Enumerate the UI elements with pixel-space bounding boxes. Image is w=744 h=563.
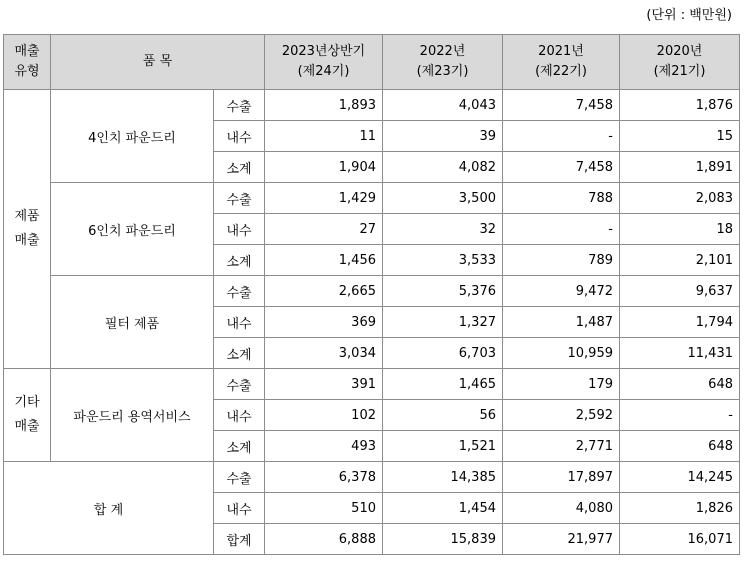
- value-cell: 3,533: [383, 245, 503, 276]
- header-period: [383, 35, 503, 90]
- value-cell: 2,665: [265, 276, 383, 307]
- value-cell: 2,083: [620, 183, 740, 214]
- row-label: 내수: [214, 121, 265, 152]
- table-row: [4, 183, 740, 214]
- value-cell: 18: [620, 214, 740, 245]
- value-cell: 15,839: [383, 524, 503, 555]
- value-cell: 510: [265, 493, 383, 524]
- value-cell: 1,456: [265, 245, 383, 276]
- value-cell: 10,959: [503, 338, 620, 369]
- value-cell: 1,327: [383, 307, 503, 338]
- value-cell: 1,891: [620, 152, 740, 183]
- total-label: 합 계: [4, 462, 214, 555]
- value-cell: 179: [503, 369, 620, 400]
- value-cell: 3,500: [383, 183, 503, 214]
- header-period-term: (제22기): [535, 64, 587, 79]
- header-period-year: 2023년상반기: [281, 44, 366, 59]
- value-cell: -: [503, 214, 620, 245]
- value-cell: 789: [503, 245, 620, 276]
- value-cell: 4,080: [503, 493, 620, 524]
- value-cell: 27: [265, 214, 383, 245]
- value-cell: 648: [620, 369, 740, 400]
- unit-note: (단위 : 백만원): [646, 8, 732, 23]
- row-label: 소계: [214, 152, 265, 183]
- item-name: 파운드리 용역서비스: [51, 369, 214, 462]
- value-cell: 2,771: [503, 431, 620, 462]
- value-cell: 7,458: [503, 90, 620, 121]
- value-cell: 1,429: [265, 183, 383, 214]
- value-cell: 6,703: [383, 338, 503, 369]
- table-row: [4, 276, 740, 307]
- value-cell: 4,043: [383, 90, 503, 121]
- row-label: 수출: [214, 183, 265, 214]
- value-cell: 9,472: [503, 276, 620, 307]
- value-cell: 2,101: [620, 245, 740, 276]
- value-cell: 493: [265, 431, 383, 462]
- value-cell: 102: [265, 400, 383, 431]
- value-cell: 369: [265, 307, 383, 338]
- value-cell: 17,897: [503, 462, 620, 493]
- row-label: 수출: [214, 369, 265, 400]
- value-cell: -: [620, 400, 740, 431]
- table-row: [4, 369, 740, 400]
- row-label: 소계: [214, 338, 265, 369]
- value-cell: 56: [383, 400, 503, 431]
- sales-type-line: 매출: [14, 419, 40, 434]
- header-sales-type-line: 매출: [14, 44, 40, 59]
- header-period-term: (제23기): [416, 64, 469, 79]
- value-cell: 11,431: [620, 338, 740, 369]
- sales-type-line: 기타: [14, 395, 40, 410]
- row-label: 수출: [214, 276, 265, 307]
- value-cell: 1,521: [383, 431, 503, 462]
- row-label: 소계: [214, 245, 265, 276]
- row-label: 수출: [214, 90, 265, 121]
- value-cell: 16,071: [620, 524, 740, 555]
- value-cell: 1,904: [265, 152, 383, 183]
- sales-type-line: 매출: [14, 233, 40, 248]
- value-cell: 7,458: [503, 152, 620, 183]
- value-cell: 1,876: [620, 90, 740, 121]
- value-cell: 21,977: [503, 524, 620, 555]
- value-cell: 1,893: [265, 90, 383, 121]
- value-cell: 14,245: [620, 462, 740, 493]
- value-cell: 14,385: [383, 462, 503, 493]
- table-row: [4, 462, 740, 493]
- value-cell: -: [503, 121, 620, 152]
- value-cell: 11: [265, 121, 383, 152]
- value-cell: 648: [620, 431, 740, 462]
- value-cell: 6,378: [265, 462, 383, 493]
- sales-table: [3, 34, 740, 555]
- row-label: 내수: [214, 493, 265, 524]
- value-cell: 15: [620, 121, 740, 152]
- header-period-year: 2022년: [419, 44, 466, 59]
- row-label: 내수: [214, 307, 265, 338]
- value-cell: 9,637: [620, 276, 740, 307]
- header-period-term: (제21기): [653, 64, 706, 79]
- item-name: 4인치 파운드리: [51, 90, 214, 183]
- value-cell: 2,592: [503, 400, 620, 431]
- row-label: 내수: [214, 214, 265, 245]
- value-cell: 4,082: [383, 152, 503, 183]
- row-label: 내수: [214, 400, 265, 431]
- header-item: 품 목: [51, 35, 265, 90]
- value-cell: 32: [383, 214, 503, 245]
- header-period-year: 2020년: [656, 44, 703, 59]
- header-period: [265, 35, 383, 90]
- header-period-term: (제24기): [297, 64, 350, 79]
- sales-type-cell: [4, 90, 51, 369]
- value-cell: 1,465: [383, 369, 503, 400]
- value-cell: 3,034: [265, 338, 383, 369]
- value-cell: 5,376: [383, 276, 503, 307]
- value-cell: 1,826: [620, 493, 740, 524]
- row-label: 소계: [214, 431, 265, 462]
- item-name: 6인치 파운드리: [51, 183, 214, 276]
- header-sales-type-line: 유형: [14, 64, 40, 79]
- sales-type-line: 제품: [14, 209, 40, 224]
- header-row: [4, 35, 740, 90]
- header-period-year: 2021년: [538, 44, 584, 59]
- value-cell: 1,487: [503, 307, 620, 338]
- value-cell: 39: [383, 121, 503, 152]
- row-label: 수출: [214, 462, 265, 493]
- row-label: 합계: [214, 524, 265, 555]
- value-cell: 1,794: [620, 307, 740, 338]
- header-period: [620, 35, 740, 90]
- header-sales-type: [4, 35, 51, 90]
- header-period: [503, 35, 620, 90]
- item-name: 필터 제품: [51, 276, 214, 369]
- table-row: [4, 90, 740, 121]
- value-cell: 788: [503, 183, 620, 214]
- sales-type-cell: [4, 369, 51, 462]
- value-cell: 6,888: [265, 524, 383, 555]
- value-cell: 391: [265, 369, 383, 400]
- value-cell: 1,454: [383, 493, 503, 524]
